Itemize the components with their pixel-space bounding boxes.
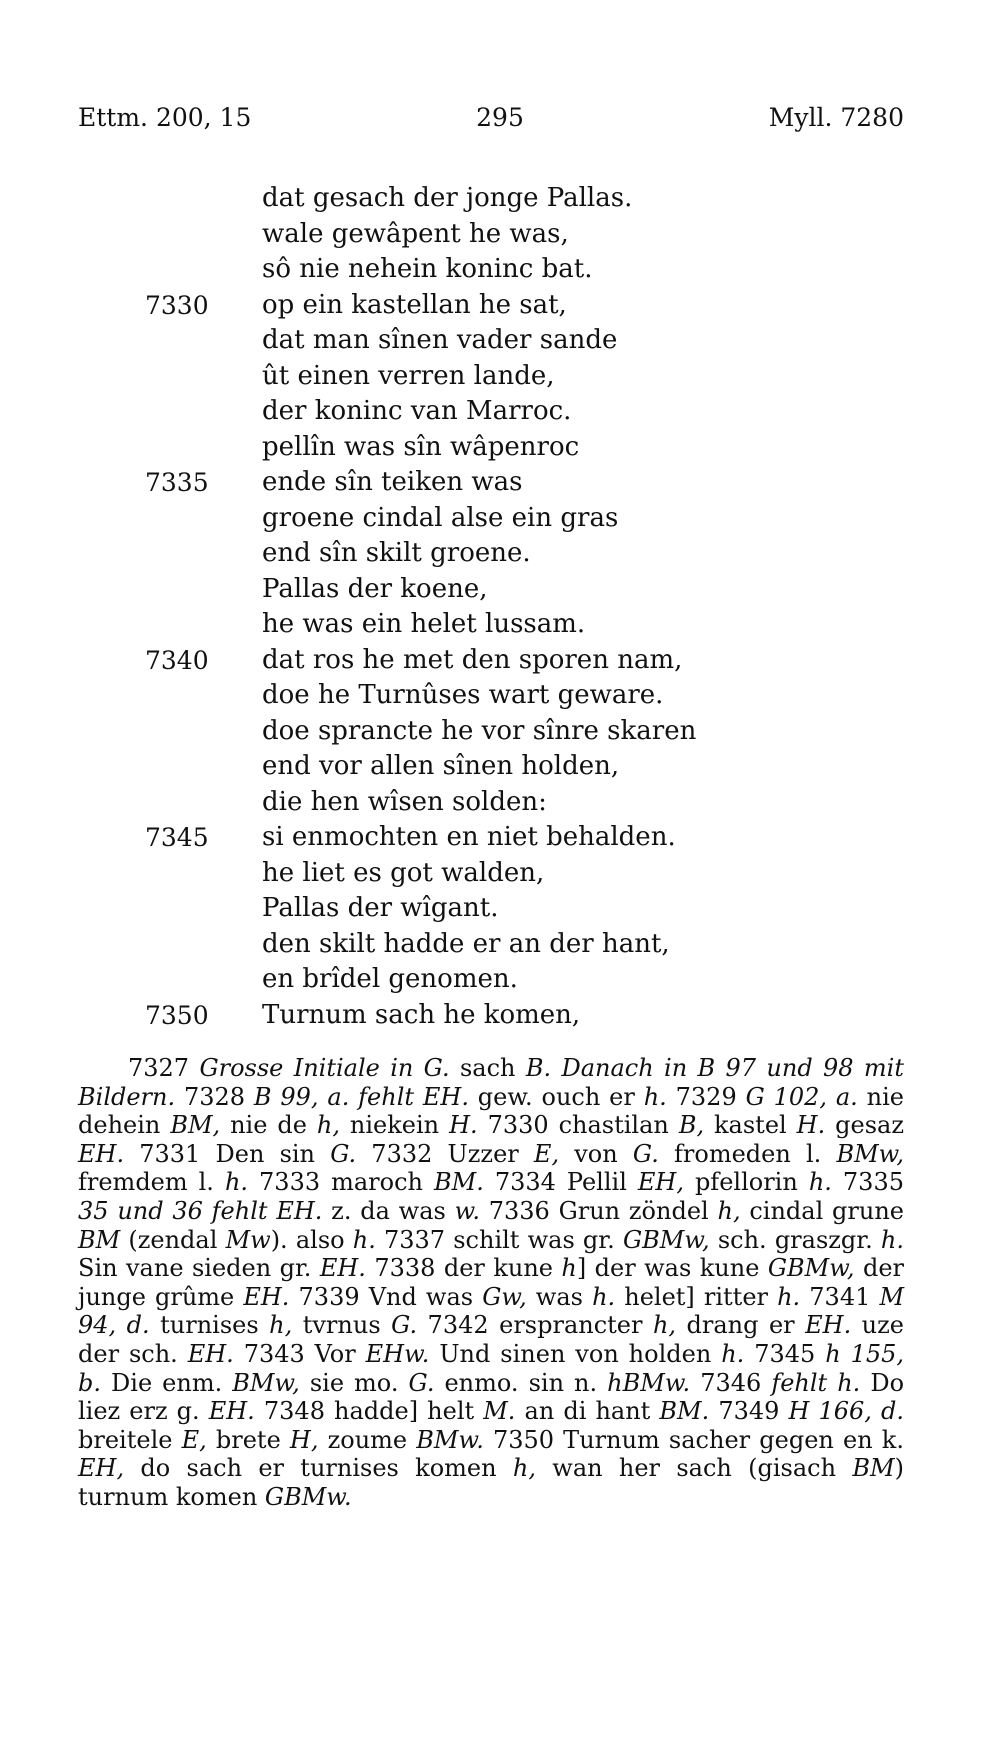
verse-text: doe sprancte he vor sînre skaren (262, 715, 697, 746)
verse-text: ût einen verren lande, (262, 360, 555, 391)
verse-text: pellîn was sîn wâpenroc (262, 431, 580, 462)
apparatus-text: enmo. sin n. (434, 1368, 608, 1397)
apparatus-siglum: EH. (78, 1139, 125, 1168)
apparatus-siglum: hBMw. (607, 1368, 691, 1397)
apparatus-siglum: h, (512, 1454, 536, 1483)
apparatus-siglum: EH. (319, 1254, 366, 1283)
apparatus-text: zoume (318, 1425, 417, 1454)
apparatus-text: niekein (339, 1111, 450, 1140)
verse-line (0, 607, 1000, 643)
verse-text: groene cindal alse ein gras (262, 502, 619, 533)
apparatus-text: an di hant (515, 1397, 660, 1426)
apparatus-siglum: H. (449, 1111, 478, 1140)
apparatus-text: ). also (270, 1225, 353, 1254)
apparatus-siglum: h, (717, 1196, 741, 1225)
apparatus-siglum: G. (330, 1139, 357, 1168)
apparatus-siglum: h. (352, 1225, 376, 1254)
apparatus-text: 7331 Den sin (124, 1139, 331, 1168)
apparatus-siglum: Gw, (482, 1282, 527, 1311)
apparatus-siglum: 35 und 36 fehlt EH. (78, 1196, 323, 1225)
apparatus-text: 7333 maroch (248, 1168, 434, 1197)
apparatus-siglum: GBMw, (767, 1254, 855, 1283)
running-head-right: Myll. 7280 (768, 103, 904, 132)
verse-text: dat ros he met den sporen nam, (262, 644, 683, 675)
verse-line (0, 359, 1000, 395)
verse-line (0, 536, 1000, 572)
verse-text: sô nie nehein koninc bat. (262, 254, 593, 284)
apparatus-siglum: EH, (78, 1454, 125, 1483)
apparatus-siglum: GBMw. (264, 1482, 352, 1511)
apparatus-text: was (526, 1282, 593, 1311)
verse-line (0, 927, 1000, 963)
apparatus-siglum: EH. (243, 1282, 290, 1311)
verse-line (0, 714, 1000, 750)
apparatus-text: 7327 (128, 1054, 200, 1082)
apparatus-siglum: h. (643, 1082, 667, 1111)
apparatus-siglum: h. (808, 1168, 832, 1197)
apparatus-text: helet] ritter (615, 1282, 778, 1311)
apparatus-text: (zendal (120, 1225, 226, 1254)
verse-line (0, 998, 1000, 1034)
verse-line (0, 217, 1000, 253)
apparatus-text: fremdem l. (78, 1168, 225, 1197)
apparatus-siglum: Mw (225, 1225, 271, 1254)
verse-text: si enmochten en niet behalden. (262, 822, 676, 852)
verse-line (0, 891, 1000, 927)
apparatus-text: brete (206, 1425, 290, 1454)
verse-line (0, 394, 1000, 430)
apparatus-siglum: h (561, 1254, 577, 1283)
apparatus-siglum: h, (269, 1311, 293, 1340)
verse-block (0, 181, 1000, 1033)
apparatus-text: ] der was kune (576, 1254, 768, 1283)
verse-text: den skilt hadde er an der hant, (262, 928, 670, 959)
apparatus-siglum: BM (852, 1454, 895, 1483)
apparatus-text: breitele (78, 1425, 182, 1454)
verse-line (0, 678, 1000, 714)
verse-line (0, 962, 1000, 998)
apparatus-text: Do liez erz g. (78, 1368, 905, 1426)
verse-text: dat man sînen vader sande (262, 325, 618, 355)
verse-text: dat gesach der jonge Pallas. (262, 183, 633, 213)
verse-line (0, 465, 1000, 501)
apparatus-text: 7337 schilt was gr. (375, 1225, 623, 1254)
verse-text: wale gewâpent he was, (262, 218, 569, 249)
apparatus-text: drang er (676, 1311, 806, 1340)
apparatus-text: 7330 chastilan (477, 1111, 679, 1140)
apparatus-text: pfellorin (683, 1168, 809, 1197)
verse-line (0, 288, 1000, 324)
apparatus-text: der junge grûme (78, 1254, 905, 1311)
apparatus-text: fromeden l. (658, 1139, 837, 1168)
apparatus-siglum: EHw. (365, 1339, 430, 1368)
apparatus-text: z. da was (322, 1196, 455, 1225)
apparatus-siglum: GBMw, (622, 1225, 710, 1254)
apparatus-text: 7332 Uzzer (356, 1139, 534, 1168)
apparatus-siglum: H. (796, 1111, 826, 1140)
apparatus-siglum: h. (880, 1225, 905, 1254)
apparatus-text: do sach er turnises komen (124, 1454, 513, 1483)
apparatus-siglum: H 166, d. (788, 1397, 904, 1426)
apparatus-text: uze der sch. (78, 1311, 904, 1368)
apparatus-text: cindal grune (740, 1196, 905, 1225)
apparatus-siglum: BM, (170, 1111, 221, 1140)
verse-line (0, 323, 1000, 359)
apparatus-text: 7335 (831, 1168, 904, 1197)
apparatus-siglum: h. (721, 1339, 745, 1368)
apparatus-text: Sin vane sieden gr. (78, 1254, 320, 1283)
verse-number: 7340 (145, 645, 209, 675)
apparatus-text: 7334 Pellil (483, 1168, 638, 1197)
apparatus-text: 7346 (690, 1368, 772, 1397)
apparatus-text: Die enm. (101, 1368, 233, 1397)
apparatus-text: turnises (149, 1311, 270, 1340)
apparatus-siglum: G. (408, 1368, 435, 1397)
apparatus-text: ) turnum komen (78, 1454, 904, 1511)
verse-text: die hen wîsen solden: (262, 786, 547, 817)
apparatus-text: 7342 ersprancter (417, 1311, 653, 1340)
verse-text: doe he Turnûses wart geware. (262, 680, 664, 710)
verse-text: ende sîn teiken was (262, 467, 523, 497)
apparatus-text: kastel (704, 1111, 797, 1140)
apparatus-siglum: B 99, a. fehlt EH. (253, 1082, 469, 1111)
verse-number: 7350 (145, 1000, 209, 1030)
apparatus-text: tvrnus (292, 1311, 392, 1340)
page-number: 295 (476, 103, 524, 132)
apparatus-text: gew. ouch er (468, 1082, 644, 1111)
verse-line (0, 785, 1000, 821)
apparatus-text: 7328 (175, 1082, 254, 1111)
apparatus-text: 7350 Turnum sacher gegen en k. (483, 1425, 904, 1454)
apparatus-siglum: M 94, d. (78, 1282, 905, 1340)
apparatus-siglum: BM (78, 1225, 121, 1254)
apparatus-text: 7348 hadde] helt (254, 1397, 484, 1426)
apparatus-text: sch. graszgr. (709, 1225, 881, 1254)
apparatus-siglum: G 102, a. (745, 1082, 858, 1111)
apparatus-siglum: B. Danach in B 97 und 98 mit Bildern. (78, 1054, 905, 1111)
verse-text: end sîn skilt groene. (262, 538, 531, 568)
apparatus-siglum: H, (289, 1425, 319, 1454)
apparatus-siglum: h. (592, 1282, 616, 1311)
apparatus-text: Und sinen von holden (429, 1339, 722, 1368)
apparatus-siglum: EH. (187, 1339, 234, 1368)
apparatus-text: 7336 Grun zöndel (479, 1196, 718, 1225)
apparatus-siglum: BM. (659, 1397, 710, 1426)
apparatus-siglum: BMw, (836, 1139, 904, 1168)
verse-text: Turnum sach he komen, (262, 999, 581, 1030)
apparatus-text: sie mo. (299, 1368, 409, 1397)
apparatus-siglum: h. (224, 1168, 249, 1197)
apparatus-siglum: B, (678, 1111, 705, 1140)
apparatus-text: sach (449, 1054, 526, 1082)
running-head-left: Ettm. 200, 15 (78, 103, 252, 132)
verse-text: der koninc van Marroc. (262, 396, 572, 426)
verse-line (0, 181, 1000, 217)
verse-line (0, 820, 1000, 856)
verse-line (0, 430, 1000, 466)
apparatus-siglum: M. (483, 1397, 516, 1426)
apparatus-text: 7338 der kune (365, 1254, 562, 1283)
verse-text: op ein kastellan he sat, (262, 289, 567, 320)
apparatus-text: 7345 (744, 1339, 826, 1368)
apparatus-siglum: G. (391, 1311, 418, 1340)
verse-line (0, 856, 1000, 892)
verse-text: he was ein helet lussam. (262, 609, 586, 639)
apparatus-siglum: BMw, (232, 1368, 300, 1397)
verse-line (0, 643, 1000, 679)
apparatus-siglum: E, (181, 1425, 207, 1454)
apparatus-text: 7341 (800, 1282, 880, 1311)
apparatus-siglum: BM. (433, 1168, 484, 1197)
apparatus-siglum: EH. (208, 1397, 255, 1426)
apparatus-siglum: EH, (637, 1168, 684, 1197)
apparatus-siglum: h, (652, 1311, 677, 1340)
verse-number: 7335 (145, 468, 209, 497)
verse-text: end vor allen sînen holden, (262, 751, 620, 781)
verse-line (0, 572, 1000, 608)
critical-apparatus (78, 1054, 904, 1512)
apparatus-paragraph (78, 1054, 904, 1512)
apparatus-siglum: BMw. (416, 1425, 484, 1454)
apparatus-text: 7339 Vnd was (289, 1282, 483, 1311)
apparatus-text: nie de (220, 1111, 317, 1140)
apparatus-text: von (559, 1139, 633, 1168)
apparatus-siglum: h 155, b. (78, 1339, 905, 1397)
verse-text: Pallas der koene, (262, 573, 488, 604)
verse-number: 7330 (145, 290, 209, 320)
apparatus-text: 7349 (709, 1397, 789, 1426)
verse-line (0, 749, 1000, 785)
apparatus-text: 7343 Vor (233, 1339, 366, 1368)
verse-line (0, 501, 1000, 537)
apparatus-siglum: EH. (805, 1311, 852, 1340)
apparatus-siglum: E, (533, 1139, 560, 1168)
apparatus-text: 7329 (666, 1082, 746, 1111)
verse-line (0, 252, 1000, 288)
apparatus-siglum: Grosse Initiale in G. (199, 1054, 450, 1082)
apparatus-siglum: h. (777, 1282, 801, 1311)
apparatus-text: nie dehein (78, 1082, 904, 1140)
apparatus-siglum: fehlt h. (771, 1368, 861, 1397)
verse-text: he liet es got walden, (262, 857, 545, 888)
apparatus-siglum: w. (454, 1196, 480, 1225)
verse-text: en brîdel genomen. (262, 964, 518, 994)
apparatus-text: gesaz (825, 1111, 904, 1140)
apparatus-siglum: h, (316, 1111, 340, 1140)
verse-number: 7345 (145, 823, 209, 852)
apparatus-siglum: G. (632, 1139, 659, 1168)
apparatus-text: wan her sach (gisach (535, 1454, 853, 1483)
verse-text: Pallas der wîgant. (262, 893, 499, 923)
